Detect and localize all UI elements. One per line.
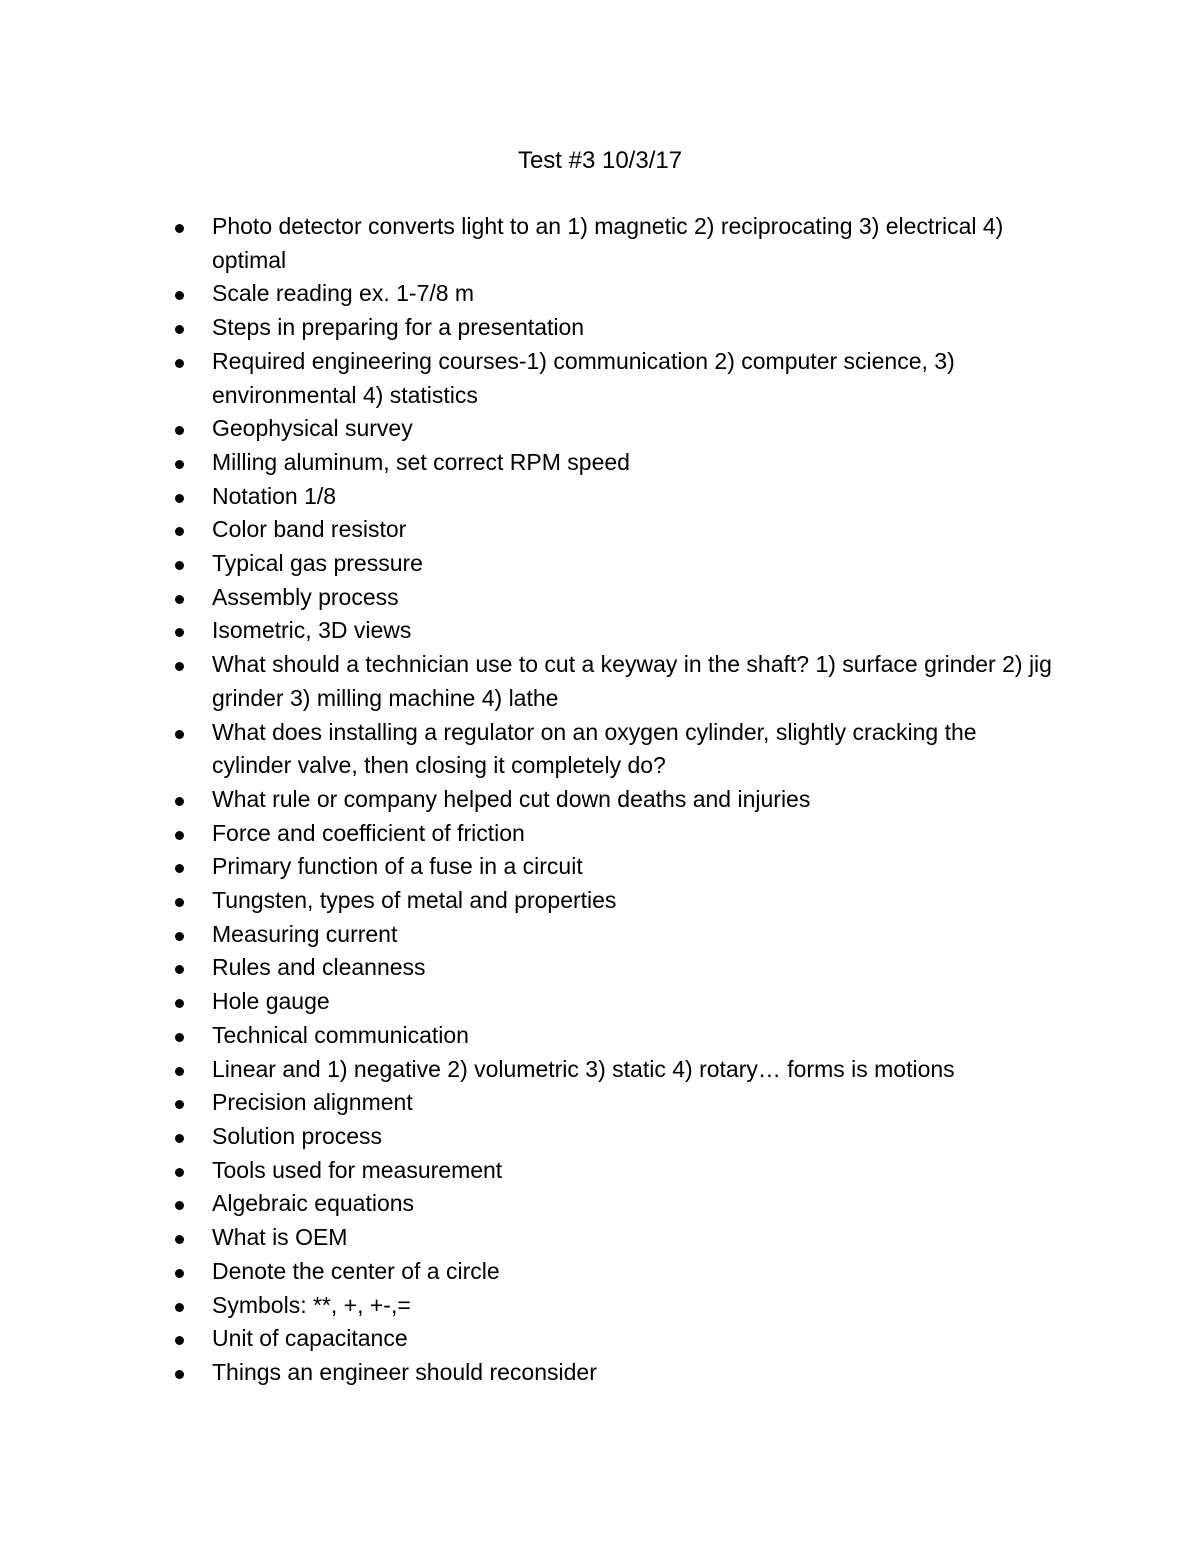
bullet-icon xyxy=(175,628,184,637)
bullet-icon xyxy=(175,864,184,873)
list-item xyxy=(0,1154,1057,1188)
list-item xyxy=(0,716,1057,783)
list-item xyxy=(0,277,1057,311)
bullet-icon xyxy=(175,1303,184,1312)
list-item xyxy=(0,1053,1057,1087)
bullet-icon xyxy=(175,1033,184,1042)
bullet-icon xyxy=(175,595,184,604)
bullet-icon xyxy=(175,831,184,840)
list-item-text: Hole gauge xyxy=(212,988,330,1015)
list-item-text: Measuring current xyxy=(212,920,398,947)
list-item-text: What does installing a regulator on an oxygen cylinder, slightly cracking the cylinder valve, then closing it completely do? xyxy=(212,718,977,779)
bullet-icon xyxy=(175,359,184,368)
list-item xyxy=(0,614,1057,648)
list-item-text: Symbols: **, +, +-,= xyxy=(212,1291,411,1318)
bullet-icon xyxy=(175,1201,184,1210)
list-item xyxy=(0,513,1057,547)
list-item-text: Assembly process xyxy=(212,583,399,610)
bullet-icon xyxy=(175,965,184,974)
list-item-text: Tools used for measurement xyxy=(212,1156,503,1183)
list-item-text: Primary function of a fuse in a circuit xyxy=(212,853,583,880)
bullet-icon xyxy=(175,797,184,806)
list-item xyxy=(0,884,1057,918)
list-item-text: Typical gas pressure xyxy=(212,550,423,577)
list-item-text: Algebraic equations xyxy=(212,1190,415,1217)
list-item xyxy=(0,1221,1057,1255)
bullet-icon xyxy=(175,561,184,570)
list-item-text: What should a technician use to cut a keyway in the shaft? 1) surface grinder 2) jig grinder 3) milling machine 4) lathe xyxy=(212,651,1052,711)
list-item-text: Solution process xyxy=(212,1122,383,1149)
list-item-text: What is OEM xyxy=(212,1224,348,1251)
bullet-icon xyxy=(175,224,184,233)
bullet-icon xyxy=(175,662,184,671)
list-item-text: Linear and 1) negative 2) volumetric 3) static 4) rotary… forms is motions xyxy=(212,1055,955,1082)
list-item xyxy=(0,1322,1057,1356)
bullet-icon xyxy=(175,1134,184,1143)
bullet-icon xyxy=(175,898,184,907)
bullet-icon xyxy=(175,1168,184,1177)
list-item xyxy=(0,446,1057,480)
list-item xyxy=(0,648,1057,715)
bullet-icon xyxy=(175,1235,184,1244)
bullet-icon xyxy=(175,932,184,941)
list-item-text: Milling aluminum, set correct RPM speed xyxy=(212,448,630,475)
bullet-list xyxy=(0,210,1200,1390)
list-item-text: Rules and cleanness xyxy=(212,954,426,981)
bullet-icon xyxy=(175,460,184,469)
bullet-icon xyxy=(175,999,184,1008)
bullet-icon xyxy=(175,527,184,536)
document-title: Test #3 10/3/17 xyxy=(517,147,683,174)
bullet-icon xyxy=(175,1370,184,1379)
list-item xyxy=(0,1255,1057,1289)
list-item xyxy=(0,918,1057,952)
list-item-text: Notation 1/8 xyxy=(212,482,337,509)
bullet-icon xyxy=(175,1067,184,1076)
list-item-text: Unit of capacitance xyxy=(212,1325,408,1352)
list-item xyxy=(0,210,1057,277)
list-item xyxy=(0,345,1057,412)
list-item-text: Things an engineer should reconsider xyxy=(212,1358,597,1385)
list-item-text: Color band resistor xyxy=(212,516,407,543)
list-item xyxy=(0,951,1057,985)
list-item-text: Denote the center of a circle xyxy=(212,1257,500,1284)
list-item xyxy=(0,480,1057,514)
list-item xyxy=(0,1356,1057,1390)
list-item-text: Precision alignment xyxy=(212,1089,413,1116)
list-item xyxy=(0,547,1057,581)
bullet-icon xyxy=(175,1100,184,1109)
list-item xyxy=(0,817,1057,851)
bullet-icon xyxy=(175,291,184,300)
list-item-text: What rule or company helped cut down deaths and injuries xyxy=(212,785,811,812)
list-item xyxy=(0,850,1057,884)
list-item-text: Scale reading ex. 1-7/8 m xyxy=(212,280,475,307)
list-item-text: Photo detector converts light to an 1) magnetic 2) reciprocating 3) electrical 4) optimal xyxy=(212,213,1004,273)
bullet-icon xyxy=(175,1336,184,1345)
list-item-text: Required engineering courses-1) communication 2) computer science, 3) environmental 4) statistics xyxy=(212,347,955,408)
list-item xyxy=(0,311,1057,345)
list-item xyxy=(0,412,1057,446)
bullet-icon xyxy=(175,325,184,334)
list-item xyxy=(0,1019,1057,1053)
list-item-text: Isometric, 3D views xyxy=(212,617,412,644)
list-item xyxy=(0,581,1057,615)
list-item-text: Steps in preparing for a presentation xyxy=(212,314,585,341)
bullet-icon xyxy=(175,1269,184,1278)
list-item-text: Tungsten, types of metal and properties xyxy=(212,887,617,914)
list-item xyxy=(0,985,1057,1019)
list-item-text: Technical communication xyxy=(212,1021,469,1048)
list-item xyxy=(0,1086,1057,1120)
list-item xyxy=(0,1187,1057,1221)
bullet-icon xyxy=(175,730,184,739)
list-item xyxy=(0,1289,1057,1323)
list-item xyxy=(0,783,1057,817)
list-item-text: Geophysical survey xyxy=(212,415,413,442)
list-item xyxy=(0,1120,1057,1154)
list-item-text: Force and coefficient of friction xyxy=(212,819,525,846)
bullet-icon xyxy=(175,494,184,503)
bullet-icon xyxy=(175,426,184,435)
